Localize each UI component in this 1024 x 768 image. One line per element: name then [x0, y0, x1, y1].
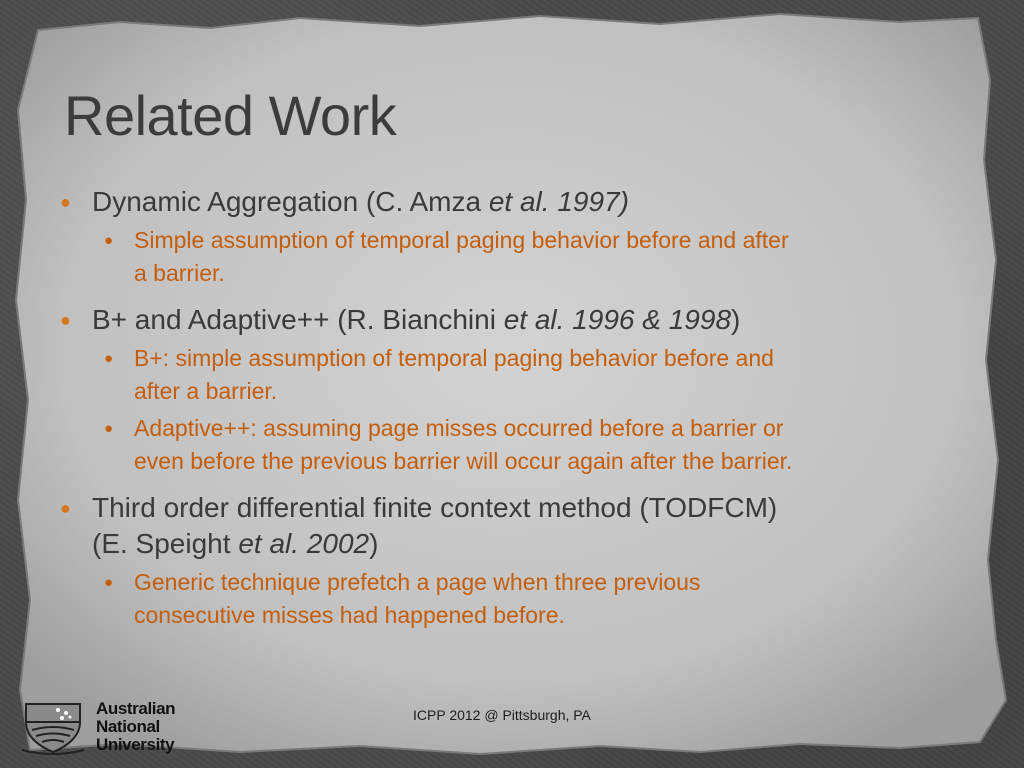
- slide-title: Related Work: [64, 84, 397, 147]
- bullet-dot-icon: ●: [104, 574, 114, 591]
- bullet-dot-icon: ●: [60, 192, 71, 212]
- bullet-dot-icon: ●: [104, 350, 114, 367]
- anu-wordmark: Australian National University: [96, 699, 176, 754]
- footer-text: ICPP 2012 @ Pittsburgh, PA: [413, 707, 591, 723]
- bullet-dynamic-aggregation: ● Dynamic Aggregation (C. Amza et al. 1997): [56, 184, 956, 220]
- sub-bullet-generic-technique: ● Generic technique prefetch a page when three previous consecutive misses had happened before.: [56, 566, 954, 632]
- sub-bullet-bplus: ● B+: simple assumption of temporal paging behavior before and after a barrier.: [56, 342, 954, 408]
- anu-crest-icon: [18, 700, 88, 756]
- bullet-list: [56, 178, 956, 632]
- bullet-todfcm: ● Third order differential finite context method (TODFCM) (E. Speight et al. 2002): [60, 492, 778, 559]
- bullet-dot-icon: ●: [104, 420, 114, 437]
- bullet-bplus-adaptive: ● B+ and Adaptive++ (R. Bianchini et al. 1996 & 1998): [56, 302, 956, 338]
- bullet-dot-icon: ●: [60, 498, 71, 518]
- sub-bullet-adaptive: ● Adaptive++: assuming page misses occurred before a barrier or even before the previous barrier will occur again after the barrier.: [56, 412, 954, 478]
- anu-logo: [18, 700, 198, 756]
- bullet-dot-icon: ●: [104, 232, 114, 249]
- sub-bullet-simple-assumption: ● Simple assumption of temporal paging behavior before and after a barrier.: [56, 224, 954, 290]
- bullet-dot-icon: ●: [60, 310, 71, 330]
